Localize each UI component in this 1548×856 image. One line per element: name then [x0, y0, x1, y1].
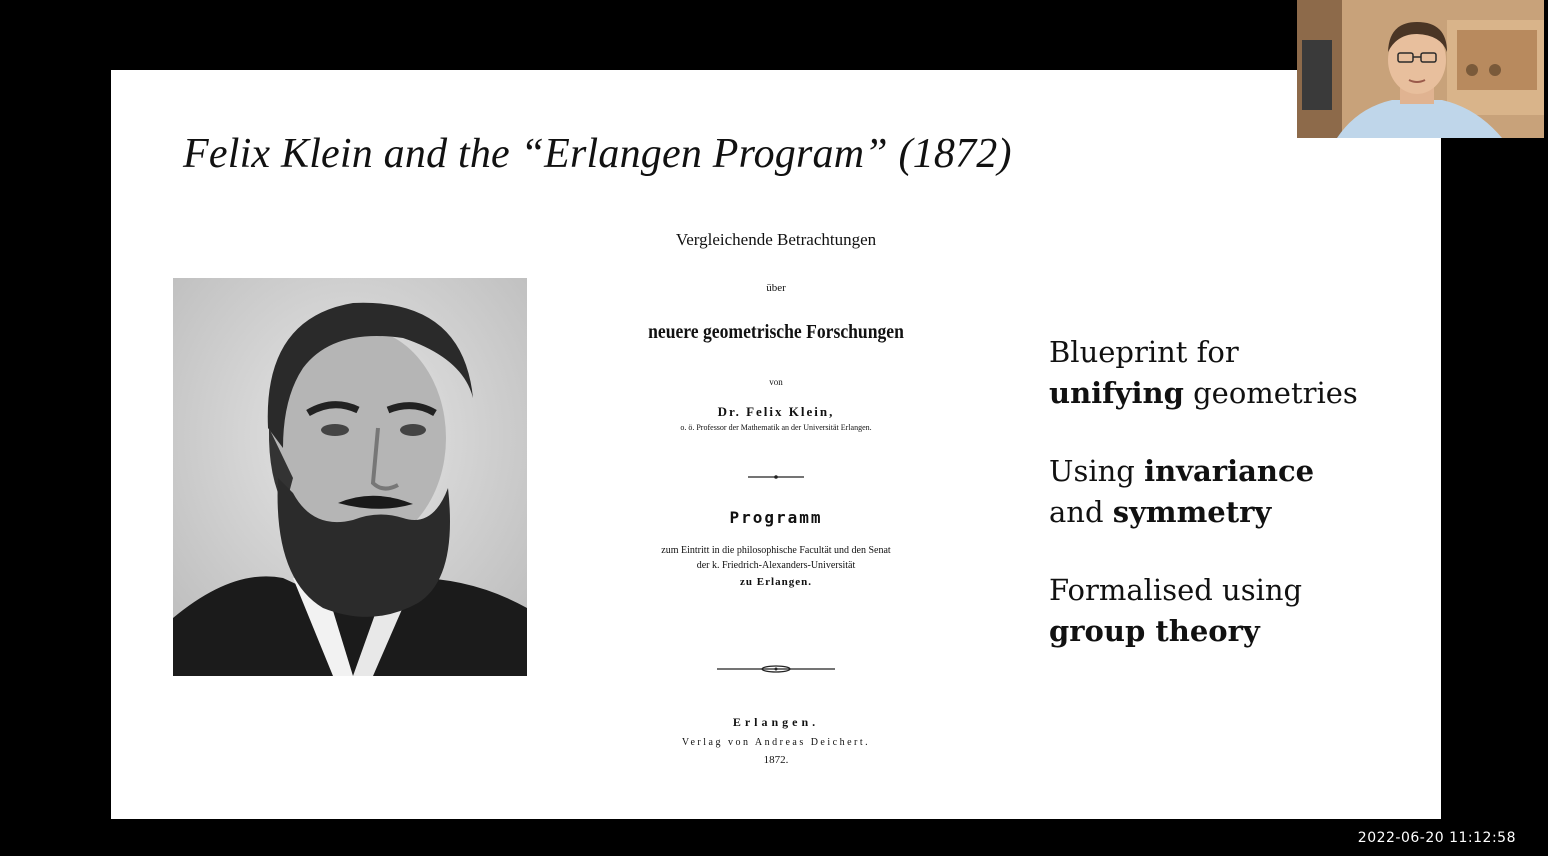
- title-page-year: 1872.: [763, 754, 789, 766]
- point-invariance: [1049, 451, 1419, 533]
- title-page-place: zu Erlangen.: [740, 576, 812, 588]
- felix-klein-portrait: [173, 278, 527, 676]
- point-text: Formalised using: [1049, 573, 1303, 607]
- title-page-line: von: [769, 377, 783, 387]
- title-page-publisher: Verlag von Andreas Deichert.: [681, 737, 871, 748]
- point-text: geometries: [1193, 376, 1358, 410]
- presentation-slide: [111, 70, 1441, 819]
- ornament-divider: [601, 467, 951, 485]
- point-group-theory: [1049, 570, 1419, 652]
- programm-desc-line: zum Eintritt in die philosophische Facultät und den Senat: [661, 545, 891, 556]
- point-emphasis: symmetry: [1112, 495, 1272, 529]
- programm-desc-line: der k. Friedrich-Alexanders-Universität: [696, 560, 856, 571]
- erlangen-program-title-page: [601, 225, 951, 785]
- recording-timestamp: 2022-06-20 11:12:58: [1357, 830, 1516, 846]
- title-page-programm-description: [601, 543, 951, 573]
- point-text: Blueprint for: [1049, 335, 1239, 369]
- title-page-author-title: o. ö. Professor der Mathematik an der Universität Erlangen.: [680, 423, 872, 432]
- title-page-city: Erlangen.: [732, 715, 820, 729]
- point-text: and: [1049, 495, 1104, 529]
- ornament-divider: [601, 660, 951, 678]
- point-emphasis: invariance: [1144, 454, 1315, 488]
- title-page-line: Vergleichende Betrachtungen: [675, 230, 877, 249]
- point-emphasis: unifying: [1049, 376, 1184, 410]
- slide-title: Felix Klein and the “Erlangen Program” (1872): [183, 131, 1012, 177]
- title-page-author: Dr. Felix Klein,: [717, 404, 835, 419]
- title-page-heading: neuere geometrische Forschungen: [648, 321, 904, 343]
- point-unifying: [1049, 332, 1419, 414]
- point-text: Using: [1049, 454, 1135, 488]
- bullet-points: [1049, 332, 1419, 689]
- title-page-programm: Programm: [729, 508, 823, 527]
- title-page-line: über: [766, 282, 786, 294]
- point-emphasis: group theory: [1049, 614, 1260, 648]
- presenter-webcam: [1297, 0, 1544, 138]
